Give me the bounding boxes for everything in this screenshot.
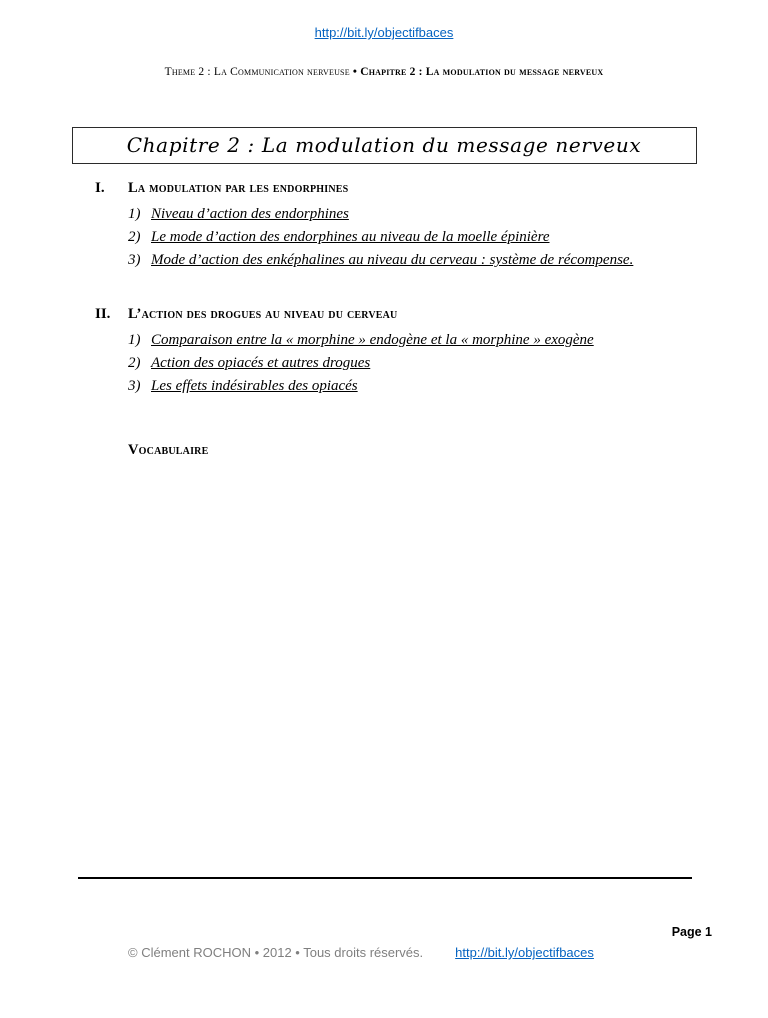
list-item-text: Le mode d’action des endorphines au niveau de la moelle épinière <box>151 229 550 245</box>
outline-content <box>95 180 712 459</box>
list-item-text: Niveau d’action des endorphines <box>151 206 349 222</box>
breadcrumb <box>0 66 768 78</box>
copyright-text: © Clément ROCHON • 2012 • Tous droits réservés. <box>128 945 424 960</box>
list-item <box>128 352 712 375</box>
breadcrumb-theme: Theme 2 : La Communication nerveuse <box>164 66 350 78</box>
breadcrumb-chapter: Chapitre 2 : La modulation du message nerveux <box>360 66 604 78</box>
top-link-row <box>0 24 768 42</box>
list-item <box>128 226 712 249</box>
section-1-heading: La modulation par les endorphines <box>128 180 349 196</box>
list-item <box>128 329 712 352</box>
footer-link[interactable]: http://bit.ly/objectifbaces <box>455 945 594 960</box>
section-2 <box>95 306 712 398</box>
top-link[interactable]: http://bit.ly/objectifbaces <box>314 25 454 40</box>
footer <box>128 945 594 960</box>
list-item <box>128 249 712 272</box>
section-2-items <box>128 329 712 398</box>
list-item-number: 3) <box>128 252 141 268</box>
section-1-numeral: I. <box>95 180 105 196</box>
chapter-title-box <box>72 127 697 164</box>
list-item-number: 2) <box>128 355 141 371</box>
section-1-items <box>128 203 712 272</box>
list-item-text: Mode d’action des enképhalines au niveau du cerveau : système de récompense. <box>151 252 634 268</box>
page-number: Page 1 <box>671 925 712 939</box>
section-2-heading: L’action des drogues au niveau du cerveau <box>128 306 398 322</box>
section-1-heading-row <box>95 180 712 197</box>
section-2-numeral: II. <box>95 306 111 322</box>
list-item-number: 3) <box>128 378 141 394</box>
list-item-text: Les effets indésirables des opiacés <box>151 378 358 394</box>
list-item-text: Action des opiacés et autres drogues <box>151 355 371 371</box>
document-page <box>0 24 768 1018</box>
vocabulary-heading: Vocabulaire <box>128 442 209 458</box>
footer-divider <box>78 877 692 879</box>
list-item <box>128 203 712 226</box>
page-title: Chapitre 2 : La modulation du message nerveux <box>126 133 642 157</box>
list-item-text: Comparaison entre la « morphine » endogène et la « morphine » exogène <box>151 332 594 348</box>
section-2-heading-row <box>95 306 712 323</box>
list-item-number: 2) <box>128 229 141 245</box>
breadcrumb-separator: • <box>349 66 361 78</box>
list-item-number: 1) <box>128 332 141 348</box>
list-item <box>128 375 712 398</box>
section-1 <box>95 180 712 272</box>
list-item-number: 1) <box>128 206 141 222</box>
